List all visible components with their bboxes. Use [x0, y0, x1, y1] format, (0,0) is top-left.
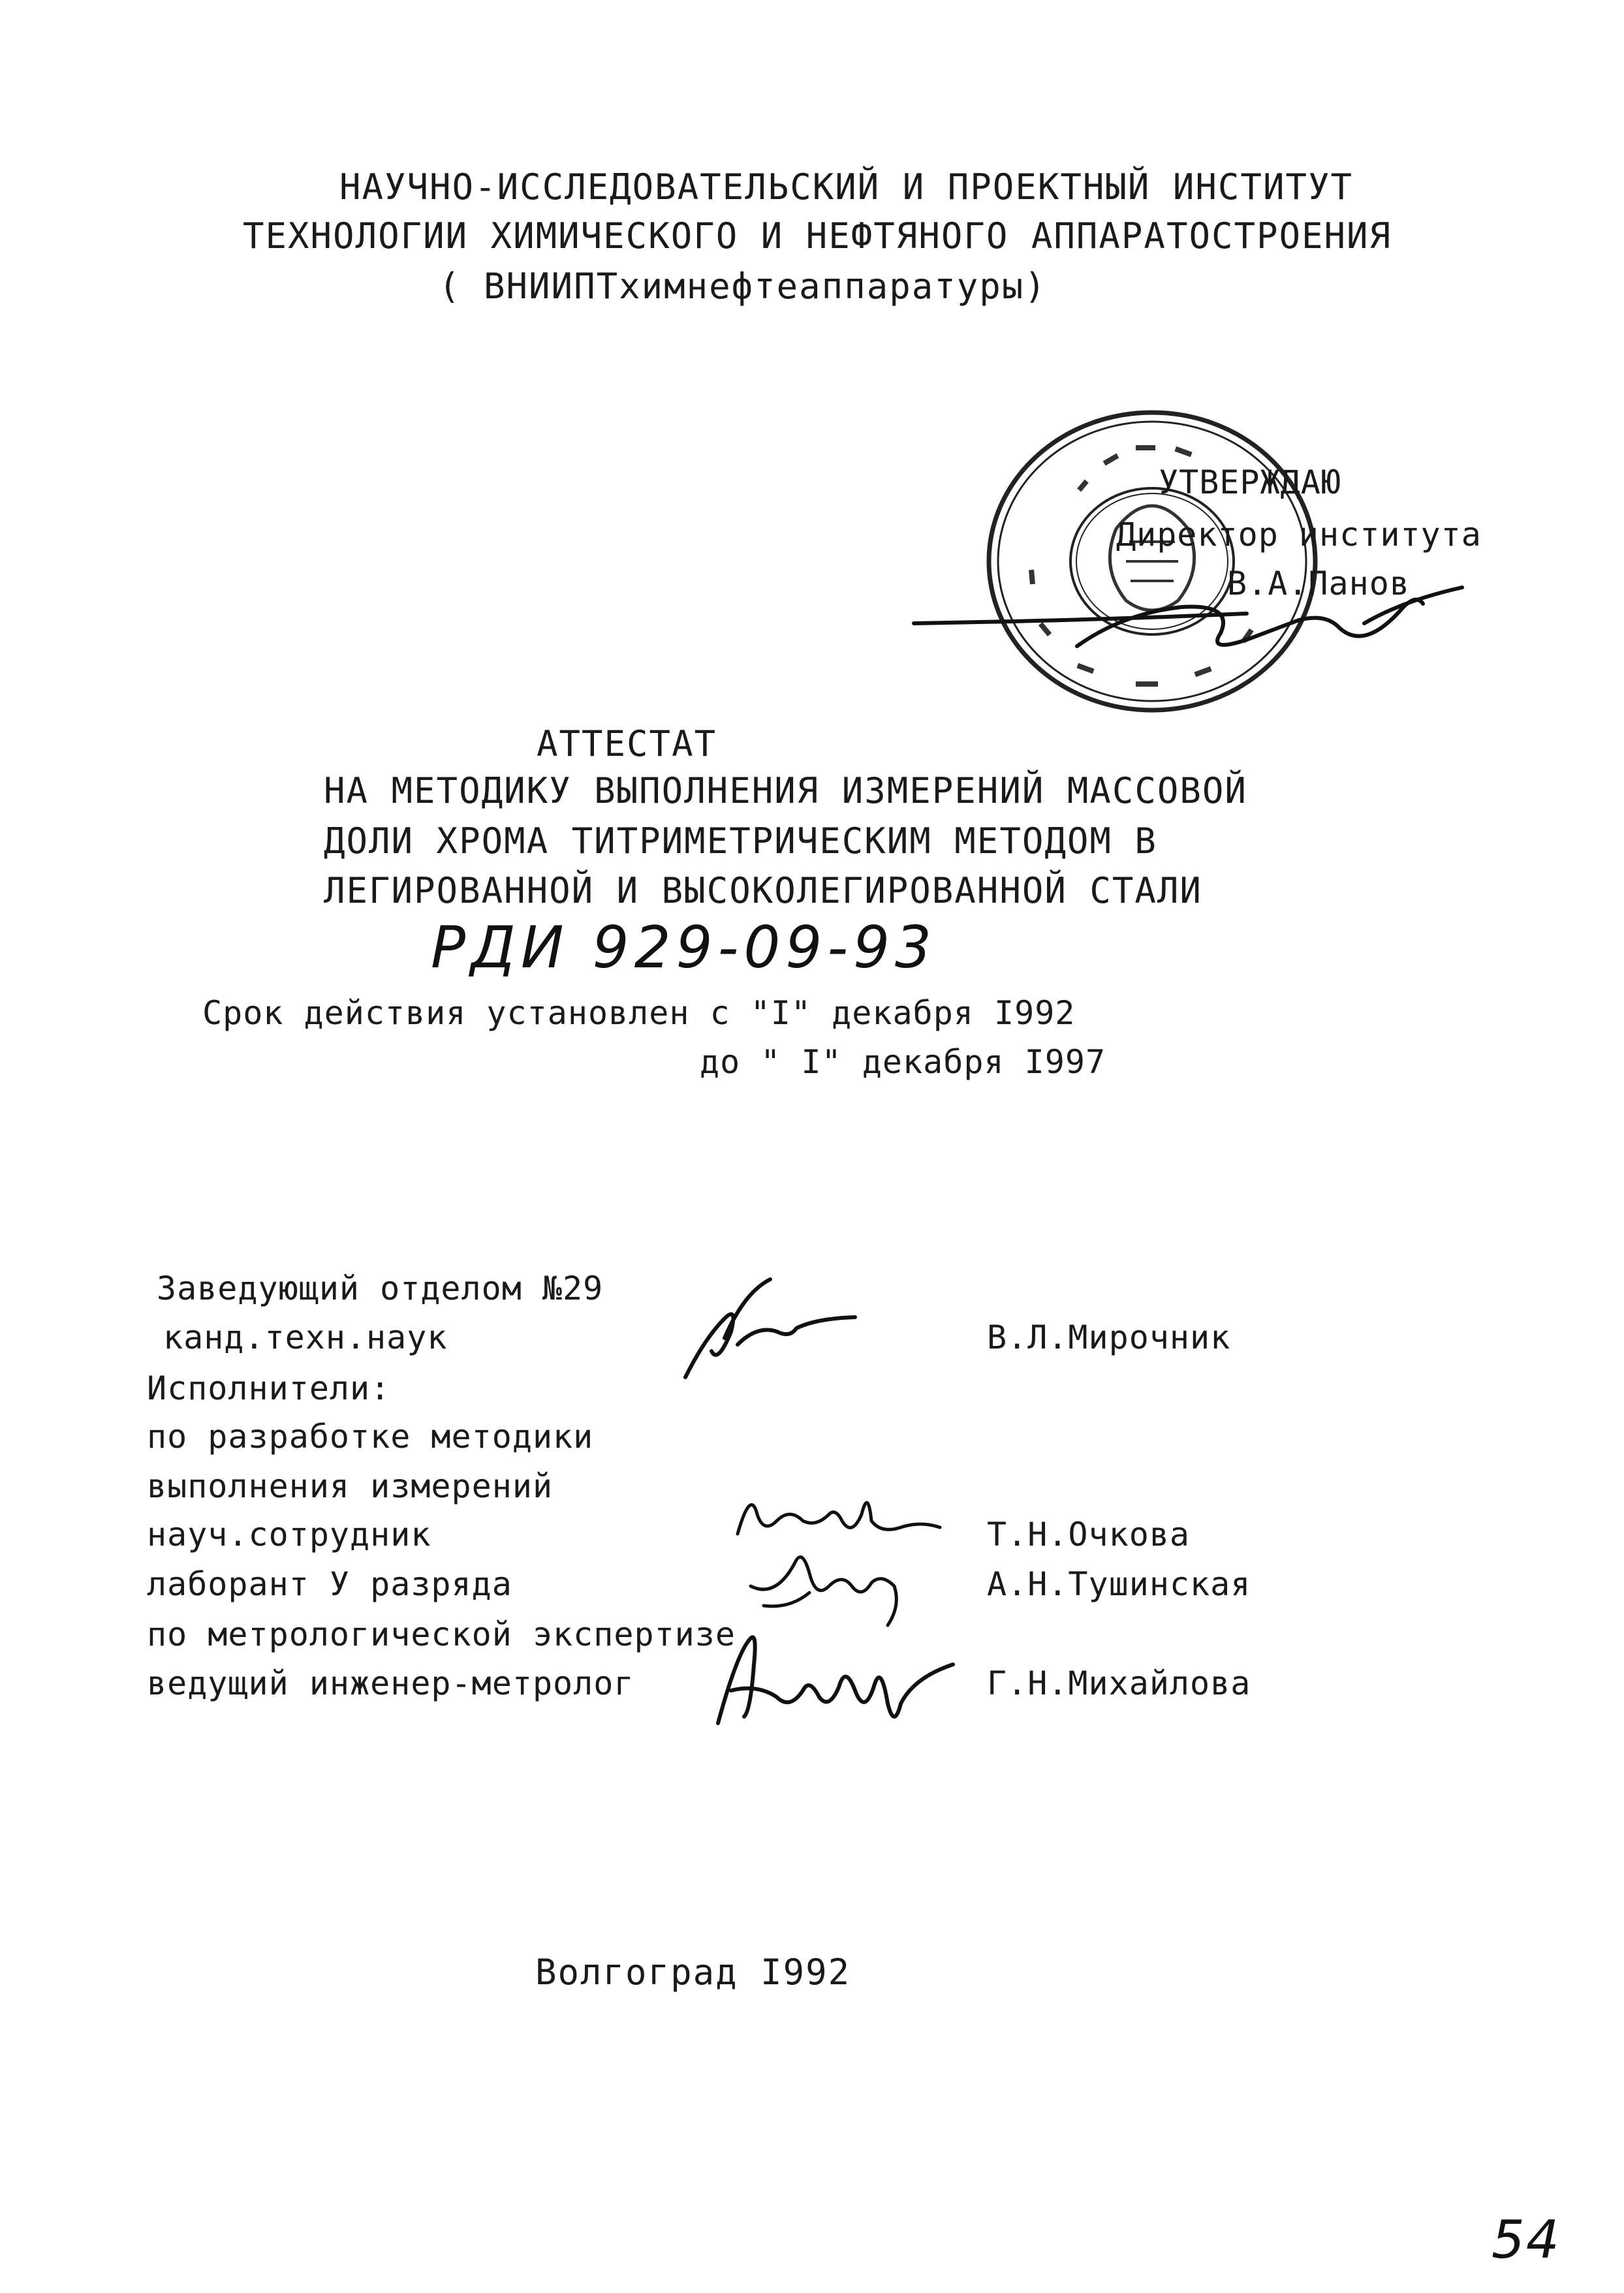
city-and-year: Волгоград I992: [535, 1952, 851, 1993]
director-signature: [907, 574, 1495, 679]
validity-to: до " I" декабря I997: [700, 1043, 1106, 1081]
approval-signatory-name: В.А.Панов: [1227, 565, 1410, 602]
researcher-name: Т.Н.Очкова: [987, 1516, 1191, 1553]
lab-assistant-signature: [738, 1547, 920, 1638]
executors-label: Исполнители:: [147, 1369, 391, 1407]
document-title-line1: НА МЕТОДИКУ ВЫПОЛНЕНИЯ ИЗМЕРЕНИЙ МАССОВОЙ: [324, 770, 1247, 811]
head-signature: [666, 1266, 862, 1397]
institute-abbreviation: ( ВНИИПТхимнефтеаппаратуры): [439, 266, 1047, 307]
document-title-line3: ЛЕГИРОВАННОЙ И ВЫСОКОЛЕГИРОВАННОЙ СТАЛИ: [324, 870, 1202, 911]
researcher-signature: [731, 1475, 946, 1553]
document-code-handwritten: РДИ 929-09-93: [431, 914, 937, 981]
lab-assistant-name: А.Н.Тушинская: [987, 1565, 1251, 1603]
validity-from: Срок действия установлен с "I" декабря I992: [202, 994, 1076, 1032]
researcher-label: науч.сотрудник: [147, 1516, 431, 1553]
metrology-label-line2: ведущий инженер-метролог: [147, 1664, 634, 1702]
metrology-label-line1: по метрологической экспертизе: [147, 1615, 736, 1653]
metrologist-name: Г.Н.Михайлова: [987, 1664, 1251, 1702]
head-name: В.Л.Мирочник: [987, 1318, 1231, 1356]
page-number: 54: [1491, 2209, 1561, 2270]
head-degree-label: канд.техн.наук: [163, 1318, 448, 1356]
document-heading: АТТЕСТАТ: [537, 723, 717, 764]
approval-heading: УТВЕРЖДАЮ: [1159, 463, 1341, 501]
document-title-line2: ДОЛИ ХРОМА ТИТРИМЕТРИЧЕСКИМ МЕТОДОМ В: [324, 820, 1157, 862]
development-label-line2: выполнения измерений: [147, 1467, 554, 1505]
approval-position: Директор института: [1116, 516, 1482, 554]
head-of-department-label: Заведующий отделом №29: [157, 1270, 604, 1307]
institute-name-line1: НАУЧНО-ИССЛЕДОВАТЕЛЬСКИЙ И ПРОЕКТНЫЙ ИНСТИТУТ: [339, 166, 1353, 208]
development-label-line1: по разработке методики: [147, 1418, 594, 1456]
metrologist-signature: [705, 1625, 966, 1736]
institute-name-line2: ТЕХНОЛОГИИ ХИМИЧЕСКОГО И НЕФТЯНОГО АППАРАТОСТРОЕНИЯ: [243, 215, 1392, 257]
lab-assistant-label: лаборант У разряда: [147, 1565, 512, 1603]
